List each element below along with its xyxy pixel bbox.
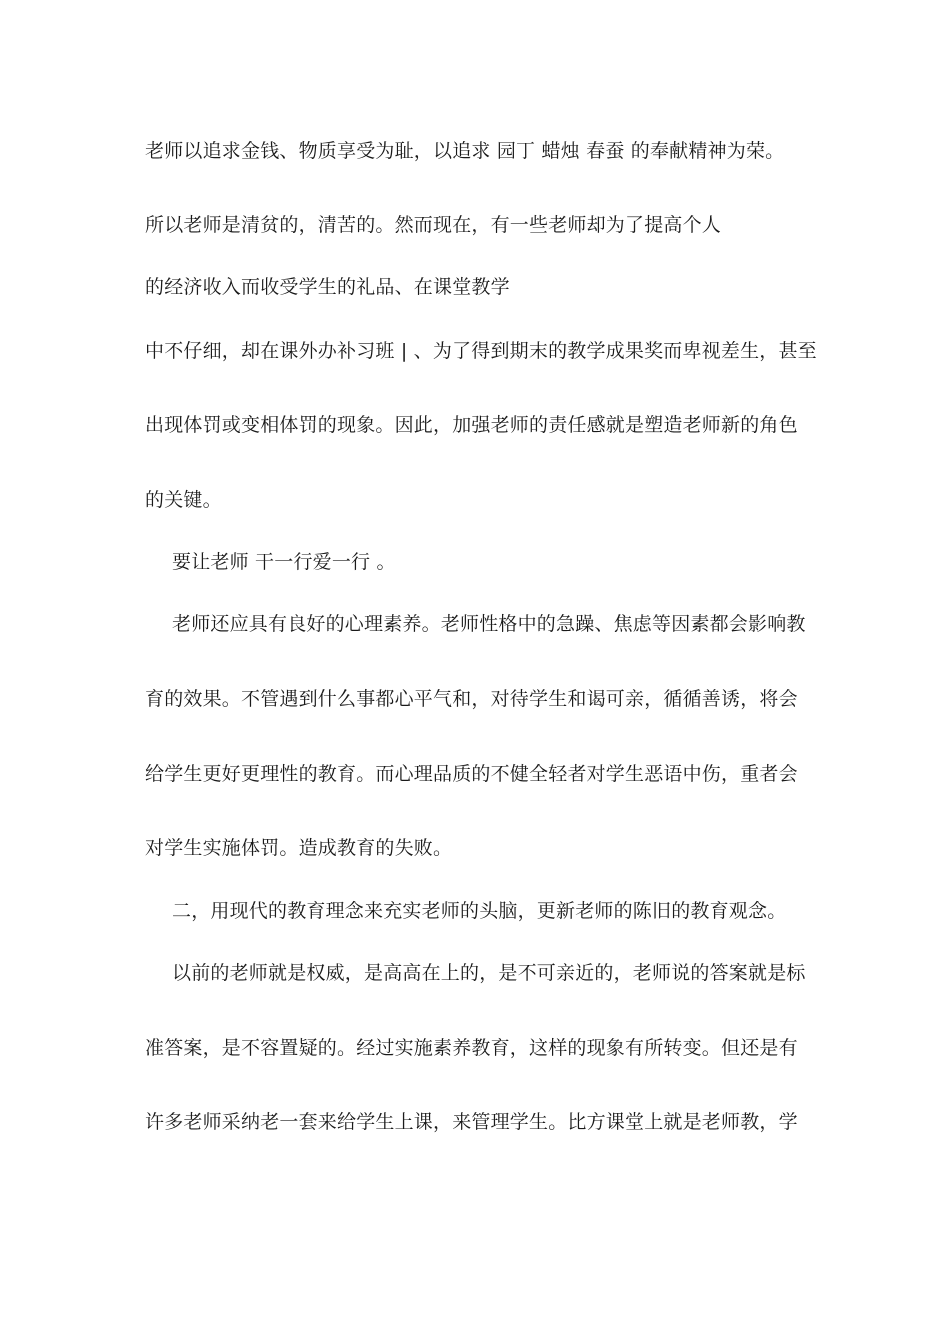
text-line-1: 老师以追求金钱、物质享受为耻，以追求 园丁 蜡烛 春蚕 的奉献精神为荣。 — [145, 140, 785, 162]
text-line-14: 准答案，是不容置疑的。经过实施素养教育，这样的现象有所转变。但还是有 — [145, 1037, 798, 1059]
text-line-10: 给学生更好更理性的教育。而心理品质的不健全轻者对学生恶语中伤，重者会 — [145, 763, 798, 785]
text-line-12: 二，用现代的教育理念来充实老师的头脑，更新老师的陈旧的教育观念。 — [172, 900, 787, 922]
text-line-3: 的经济收入而收受学生的礼品、在课堂教学 — [145, 276, 510, 298]
text-line-6: 的关键。 — [145, 489, 222, 511]
text-line-4: 中不仔细，却在课外办补习班 | 、为了得到期末的教学成果奖而卑视差生，甚至 — [145, 340, 817, 362]
text-line-8: 老师还应具有良好的心理素养。老师性格中的急躁、焦虑等因素都会影响教 — [172, 613, 806, 635]
text-line-9: 育的效果。不管遇到什么事都心平气和，对待学生和谒可亲，循循善诱，将会 — [145, 688, 798, 710]
text-line-11: 对学生实施体罚。造成教育的失败。 — [145, 837, 453, 859]
text-line-13: 以前的老师就是权威，是高高在上的，是不可亲近的，老师说的答案就是标 — [172, 962, 806, 984]
text-line-15: 许多老师采纳老一套来给学生上课，来管理学生。比方课堂上就是老师教，学 — [145, 1111, 798, 1133]
text-line-2: 所以老师是清贫的，清苦的。然而现在，有一些老师却为了提高个人 — [145, 214, 722, 236]
text-line-7: 要让老师 干一行爱一行 。 — [172, 551, 396, 573]
text-line-5: 出现体罚或变相体罚的现象。因此，加强老师的责任感就是塑造老师新的角色 — [145, 414, 798, 436]
